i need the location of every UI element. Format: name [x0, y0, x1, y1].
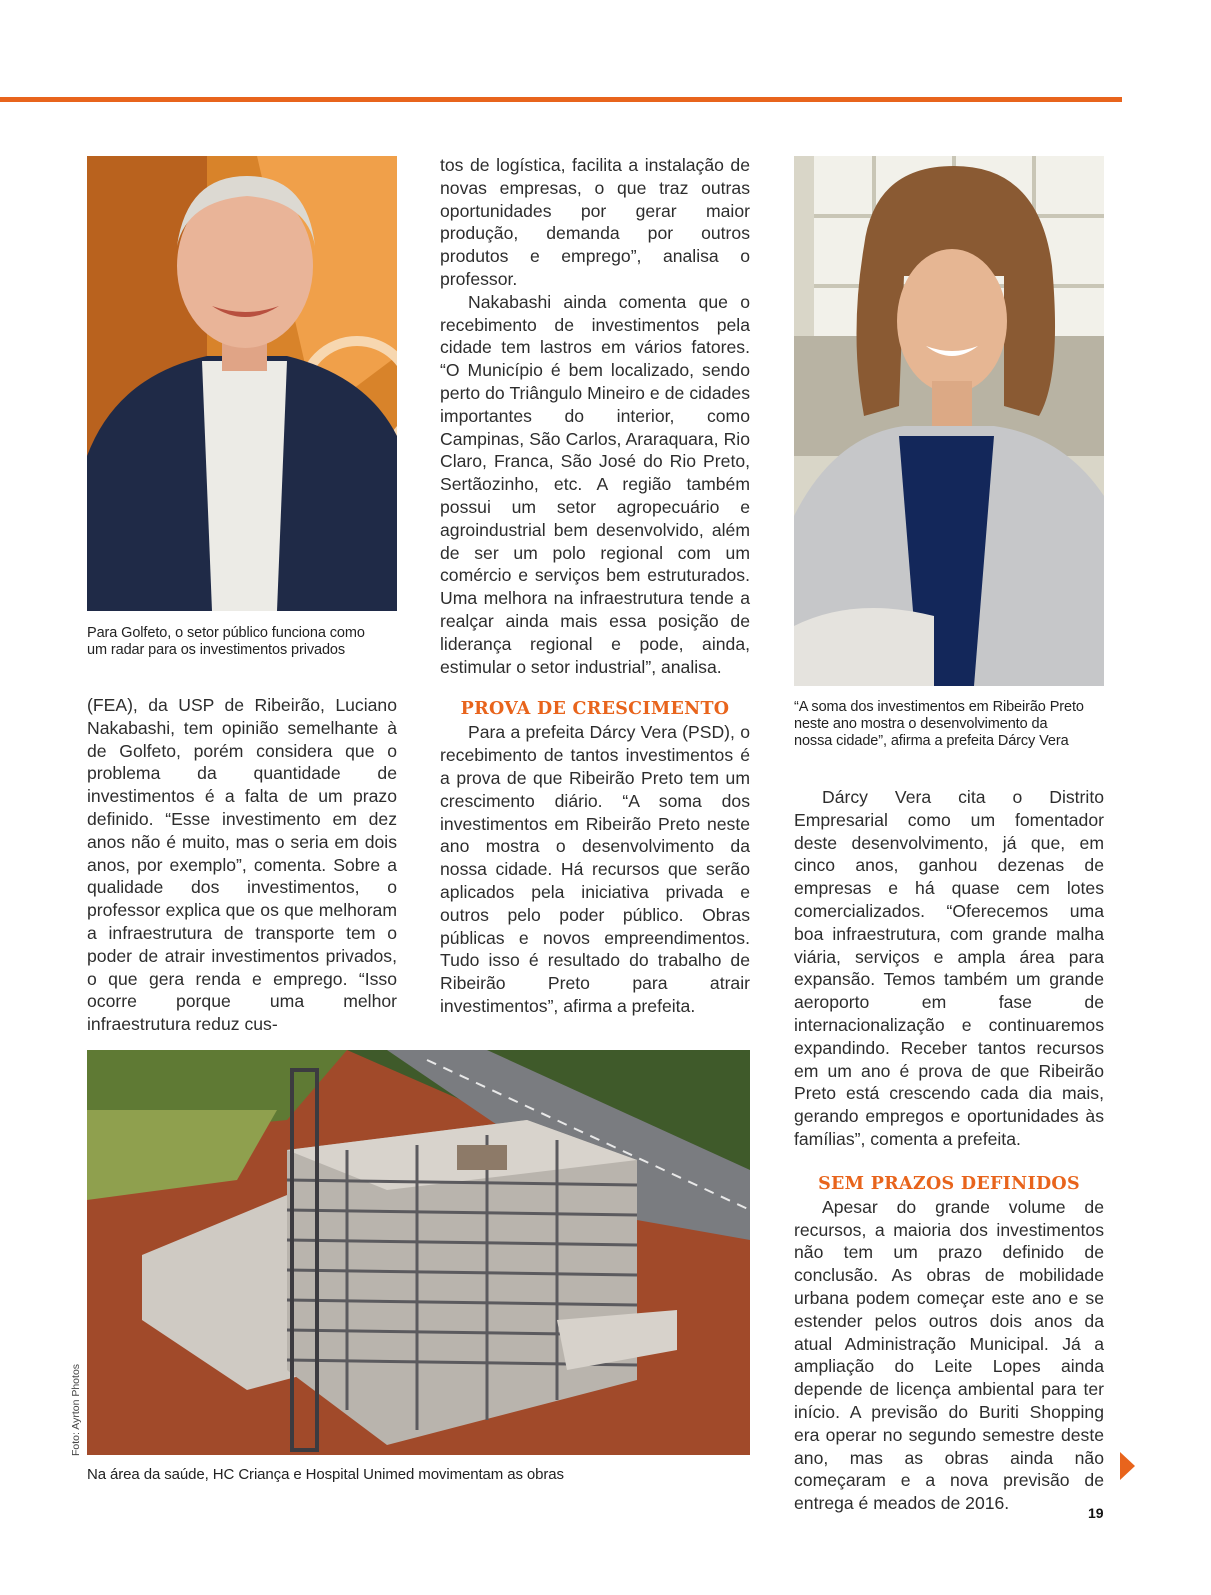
darcy-photo-caption — [794, 699, 1114, 750]
paragraph: Para a prefeita Dárcy Vera (PSD), o recebimento de tantos investimentos é a prova de que Ribeirão Preto tem um crescimento diário. “A soma dos investimentos em Ribeirão Preto neste ano mostra o desenvolvimento da nossa cidade. Há recursos que serão aplicados pela iniciativa privada e outros pelo poder público. Obras públicas e novos empreendimentos. Tudo isso é resultado do trabalho de Ribeirão Preto para atrair investimentos”, afirma a prefeita. — [440, 722, 750, 1016]
paragraph: tos de logística, facilita a instalação de novas empresas, o que traz outras oportunidades por gerar maior produção, demanda por outros produtos e emprego”, analisa o professor. — [440, 155, 750, 289]
section-subheading: SEM PRAZOS DEFINIDOS — [818, 1173, 1080, 1194]
caption-line: um radar para os investimentos privados — [87, 642, 346, 658]
building-construction-aerial-photo — [87, 1050, 750, 1455]
caption-line: Para Golfeto, o setor público funciona como — [87, 625, 365, 641]
article-column-1 — [87, 694, 397, 1036]
darcy-vera-portrait-photo — [794, 156, 1104, 686]
paragraph: Nakabashi ainda comenta que o recebimento de investimentos pela cidade tem lastros em vários fatores. “O Município é bem localizado, sendo perto do Triângulo Mineiro e de cidades importantes do interior, como Campinas, São Carlos, Araraquara, Rio Claro, Franca, São José do Rio Preto, Sertãozinho, etc. A região também possui um setor agropecuário e agroindustrial bem desenvolvido, além de ser um polo regional com um comércio e serviços bem estruturados. Uma melhora na infraestrutura tende a realçar ainda mais essa posição de liderança regional e pode, ainda, estimular o setor industrial”, analisa. — [440, 291, 750, 677]
section-subheading: PROVA DE CRESCIMENTO — [460, 699, 730, 720]
caption-line: neste ano mostra o desenvolvimento da — [794, 716, 1048, 732]
paragraph: Dárcy Vera cita o Distrito Empresarial como um fomentador deste desenvolvimento, já que, em cinco anos, ganhou dezenas de empresas e há quase cem lotes comercializados. “Oferecemos uma boa infraestrutura, com grande malha viária, serviços e ampla área para expansão. Temos também um grande aeroporto em fase de internacionalização e continuaremos expandindo. Receber tantos recursos em um ano é prova de que Ribeirão Preto está crescendo cada dia mais, gerando empregos e oportunidades às famílias”, comenta a prefeita. — [794, 787, 1104, 1149]
top-accent-rule — [0, 97, 1122, 102]
caption-line: nossa cidade”, afirma a prefeita Dárcy Vera — [794, 733, 1069, 749]
paragraph: (FEA), da USP de Ribeirão, Luciano Nakabashi, tem opinião semelhante à de Golfeto, porém considera que o problema da quantidade de investimentos é a falta de um prazo definido. “Esse investimento em dez anos não é muito, mas o seria em dois anos, por exemplo”, comenta. Sobre a qualidade dos investimentos, o professor explica que os que melhoram a infraestrutura de transporte tem o poder de atrair investimentos privados, o que gera renda e emprego. “Isso ocorre porque uma melhor infraestrutura reduz cus- — [87, 695, 397, 1035]
building-photo-caption: Na área da saúde, HC Criança e Hospital Unimed movimentam as obras — [87, 1466, 564, 1483]
article-column-2 — [440, 154, 750, 1018]
photo-credit: Foto: Ayrton Photos — [70, 1363, 82, 1456]
paragraph: Apesar do grande volume de recursos, a maioria dos investimentos não tem um prazo definido de conclusão. As obras de mobilidade urbana podem começar este ano e se estender pelos outros dois anos da atual Administração Municipal. Já a ampliação do Leite Lopes ainda depende de licença ambiental para ter início. A previsão do Buriti Shopping era operar no segundo semestre deste ano, mas as obras ainda não começaram e a nova previsão de entrega é meados de 2016. — [794, 1196, 1104, 1514]
golfeto-portrait-photo — [87, 156, 397, 611]
caption-line: “A soma dos investimentos em Ribeirão Preto — [794, 699, 1084, 715]
continue-arrow-icon — [1120, 1452, 1135, 1480]
page-number: 19 — [1088, 1505, 1104, 1521]
article-column-3 — [794, 786, 1104, 1515]
golfeto-photo-caption — [87, 625, 407, 659]
